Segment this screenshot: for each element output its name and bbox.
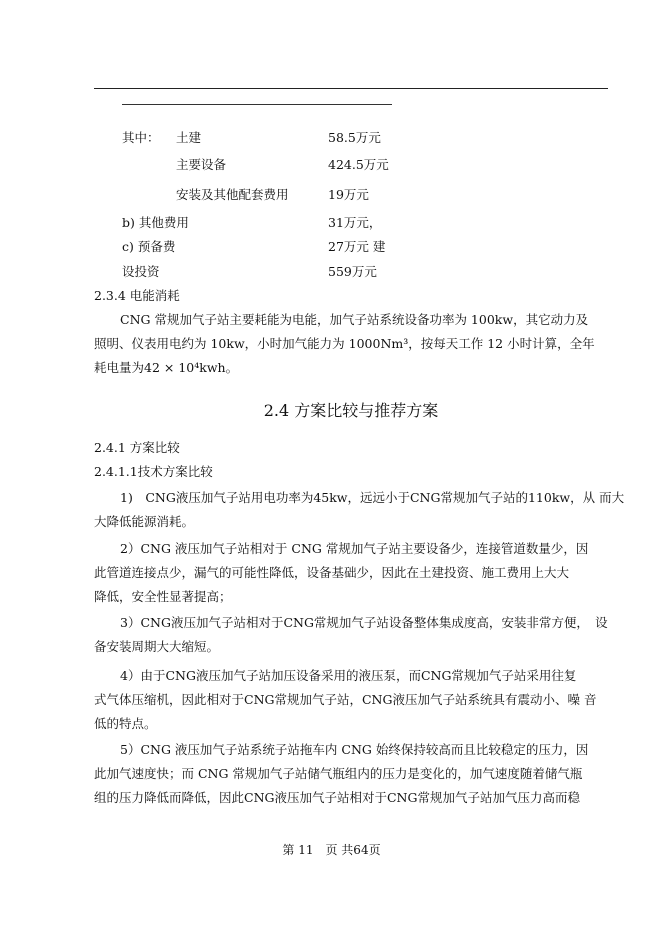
cost-item-name: 土建 bbox=[176, 130, 202, 145]
cost-item-name: b) 其他费用 bbox=[122, 215, 189, 230]
cost-label-qizhong: 其中： bbox=[122, 130, 160, 145]
paragraph-line: 备安装周期大大缩短。 bbox=[94, 639, 220, 654]
cost-item-value: 27万元 建 bbox=[328, 239, 386, 254]
section-heading: 2.4 方案比较与推荐方案 bbox=[263, 401, 439, 420]
paragraph-line: 5）CNG 液压加气子站系统子站拖车内 CNG 始终保持较高而且比较稳定的压力，因 bbox=[120, 742, 589, 757]
paragraph-line: 此加气速度快；而 CNG 常规加气子站储气瓶组内的压力是变化的，加气速度随着储气瓶 bbox=[94, 766, 583, 781]
section-234 bbox=[94, 284, 608, 380]
point-4 bbox=[94, 664, 608, 736]
paragraph-line: 照明、仪表用电约为 10kw，小时加气能力为 1000Nm³，按每天工作 12 小时计算，全年 bbox=[94, 336, 595, 351]
section-title: 2.3.4 电能消耗 bbox=[94, 288, 180, 303]
paragraph-line: 4）由于CNG液压加气子站加压设备采用的液压泵，而CNG常规加气子站采用往复 bbox=[120, 668, 577, 683]
paragraph-line: 组的压力降低而降低，因此CNG液压加气子站相对于CNG常规加气子站加气压力高而稳 bbox=[94, 790, 580, 805]
page-footer: 第 11 页 共64页 bbox=[282, 843, 381, 857]
paragraph-line: 大降低能源消耗。 bbox=[94, 514, 195, 529]
cost-item-value: 19万元 bbox=[328, 187, 369, 202]
point-5 bbox=[94, 738, 608, 810]
paragraph-line: CNG 常规加气子站主要耗能为电能，加气子站系统设备功率为 100kw，其它动力及 bbox=[120, 312, 589, 327]
cost-item-name: 设投资 bbox=[122, 264, 160, 279]
cost-item-name: c) 预备费 bbox=[122, 239, 176, 254]
paragraph-line: 2）CNG 液压加气子站相对于 CNG 常规加气子站主要设备少，连接管道数量少，因 bbox=[120, 541, 589, 556]
paragraph-line: 此管道连接点少，漏气的可能性降低，设备基础少，因此在土建投资、施工费用上大大 bbox=[94, 565, 570, 580]
cost-item-name: 主要设备 bbox=[176, 157, 227, 172]
paragraph-line: 耗电量为42 × 10⁴kwh。 bbox=[94, 360, 239, 375]
point-1 bbox=[94, 486, 625, 534]
paragraph-line: 3）CNG液压加气子站相对于CNG常规加气子站设备整体集成度高，安装非常方便， 设 bbox=[120, 615, 608, 630]
paragraph-line: 1) CNG液压加气子站用电功率为45kw，远远小于CNG常规加气子站的110kw，从 而大 bbox=[120, 490, 625, 505]
paragraph-line: 降低，安全性显著提高； bbox=[94, 589, 232, 604]
point-3 bbox=[94, 611, 608, 659]
table-top-rule bbox=[122, 104, 392, 105]
point-2 bbox=[94, 537, 608, 609]
cost-item-value: 559万元 bbox=[328, 264, 377, 279]
cost-item-value: 424.5万元 bbox=[328, 157, 389, 172]
section-241 bbox=[94, 436, 608, 484]
paragraph-line: 低的特点。 bbox=[94, 716, 157, 731]
subsection-title: 2.4.1.1技术方案比较 bbox=[94, 464, 213, 479]
cost-item-name: 安装及其他配套费用 bbox=[176, 187, 289, 202]
cost-item-value: 58.5万元 bbox=[328, 130, 381, 145]
paragraph-line: 式气体压缩机，因此相对于CNG常规加气子站，CNG液压加气子站系统具有震动小、噪 音 bbox=[94, 692, 597, 707]
section-title: 2.4.1 方案比较 bbox=[94, 440, 180, 455]
header-rule bbox=[94, 88, 608, 89]
cost-item-value: 31万元， bbox=[328, 215, 382, 230]
